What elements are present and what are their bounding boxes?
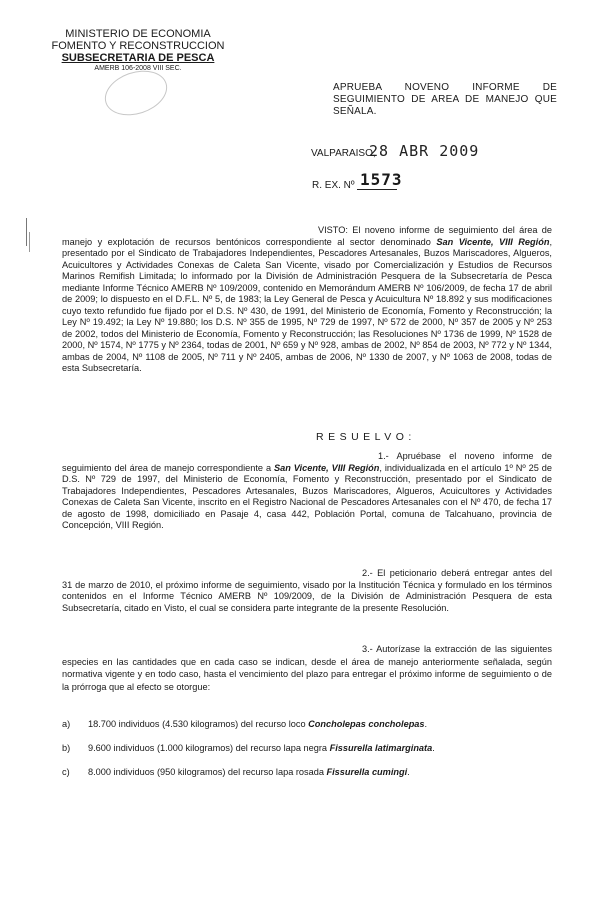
item-end: . — [407, 767, 410, 777]
subject-text: APRUEBA NOVENO INFORME DE SEGUIMIENTO DE AREA DE MANEJO QUE SEÑALA. — [333, 82, 557, 117]
item-text: 9.600 individuos (1.000 kilogramos) del recurso lapa negra — [88, 743, 330, 753]
point-1-place: San Vicente, VIII Región — [273, 462, 380, 473]
stamped-date: 28 ABR 2009 — [369, 142, 480, 160]
resolution-point-1 — [62, 451, 552, 532]
item-species: Fissurella latimarginata — [329, 743, 433, 753]
margin-mark — [26, 218, 27, 246]
item-end: . — [424, 719, 428, 729]
subsecretaria-line: SUBSECRETARIA DE PESCA — [61, 52, 215, 64]
resolution-label: R. EX. Nº — [312, 180, 355, 191]
species-item-c — [62, 766, 552, 778]
item-species: Fissurella cumingi — [326, 767, 408, 777]
item-end: . — [432, 743, 435, 753]
reference-code: AMERB 106-2008 VIII SEC. — [94, 65, 182, 72]
item-text: 8.000 individuos (950 kilogramos) del recurso lapa rosada — [88, 767, 327, 777]
resolution-point-3: 3.- Autorízase la extracción de las siguientes especies en las cantidades que en cada caso se indican, desde el área de manejo anteriormente señalada, según normativa vigente y en todo caso, hasta el vencimiento del plazo para entregar el próximo informe de seguimiento o de la prórroga que al efecto se otorgue: — [62, 644, 552, 692]
species-item-a — [62, 718, 552, 730]
item-text: 18.700 individuos (4.530 kilogramos) del recurso loco — [88, 719, 309, 729]
visto-place: San Vicente, VIII Región — [436, 236, 550, 247]
item-species: Concholepas concholepas — [308, 719, 425, 729]
place-label: VALPARAISO, — [311, 148, 376, 159]
ministry-line-1: MINISTERIO DE ECONOMIA — [65, 28, 211, 40]
ministry-header — [38, 28, 238, 73]
resuelvo-heading: RESUELVO: — [316, 431, 416, 443]
point-1-text-2: , individualizada en el artículo 1º Nº 25 de D.S. Nº 729 de 1997, del Ministerio de Economía, Fomento y Reconstrucción, presentado por el Sindicato de Trabajadores Independientes, Pescadores Artesanales, Buzos Mariscadores, Algueros, Acuicultores y Actividades Conexas de Caleta San Vicente, inscrito en el Registro Nacional de Pescadores Artesanales con el Nº 470, de fecha 17 de agosto de 1998, domiciliado en Pasaje 4, casa 442, Población Portal, comuna de Talcahuano, provincia de Concepción, VIII Región. — [62, 462, 553, 530]
visto-text-2: , presentado por el Sindicato de Trabajadores Independientes, Pescadores Artesanales, Buzos Mariscadores, Algueros, Acuicultores y Actividades Conexas de Caleta San Vicente, visado por Comercialización y Estudios de Recursos Marinos Remifish Limitada; lo informado por la División de Administración Pesquera de la Subsecretaría de Pesca mediante Informe Técnico AMERB Nº 109/2009, contenido en Memorándum AMERB Nº 106/2009, de fecha 17 de abril de 2009; lo dispuesto en el D.F.L. Nº 5, de 1983; la Ley General de Pesca y Acuicultura Nº 18.892 y sus modificaciones cuyo texto refundido fue fijado por el D.S. Nº 430, de 1991, del Ministerio de Economía, Fomento y Reconstrucción; la Ley Nº 19.492; la Ley Nº 19.880; los D.S. Nº 355 de 1995, Nº 729 de 1997, Nº 572 de 2000, Nº 357 de 2005 y Nº 253 de 2002, todos del Ministerio de Economía, Fomento y Reconstrucción; las Resoluciones Nº 1736 de 1999, Nº 1528 de 2000, Nº 1574, Nº 1775 y Nº 2364, todas de 2001, Nº 659 y Nº 928, ambas de 2002, Nº 854 de 2003, Nº 772 y Nº 1344, ambas de 2004, Nº 1108 de 2005, Nº 711 y Nº 2405, ambas de 2006, Nº 1330 de 2007, y Nº 1063 de 2008, todas de esta Subsecretaría. — [62, 236, 552, 373]
resolution-underline — [357, 189, 397, 190]
visto-text-1: VISTO: El noveno informe de seguimiento del área de manejo y explotación de recursos bentónicos correspondiente al sector denominado — [62, 225, 552, 247]
resolution-point-2: 2.- El peticionario deberá entregar antes del 31 de marzo de 2010, el próximo informe de seguimiento, visado por la Institución Técnica y formulado en los términos contenidos en el Informe Técnico AMERB Nº 109/2009, de la División de Administración Pesquera de esta Subsecretaría, citado en Visto, el cual se considera parte integrante de la presente Resolución. — [62, 568, 552, 613]
item-label: a) — [62, 719, 71, 729]
margin-mark — [29, 232, 30, 252]
resolution-number: 1573 — [360, 170, 403, 189]
item-label: b) — [62, 743, 71, 753]
ministry-line-2: FOMENTO Y RECONSTRUCCION — [51, 40, 225, 52]
species-item-b — [62, 742, 552, 754]
point-1-text-1: 1.- Apruébase el noveno informe de seguimiento del área de manejo correspondiente a — [62, 451, 552, 473]
visto-paragraph — [62, 225, 552, 375]
item-label: c) — [62, 767, 70, 777]
